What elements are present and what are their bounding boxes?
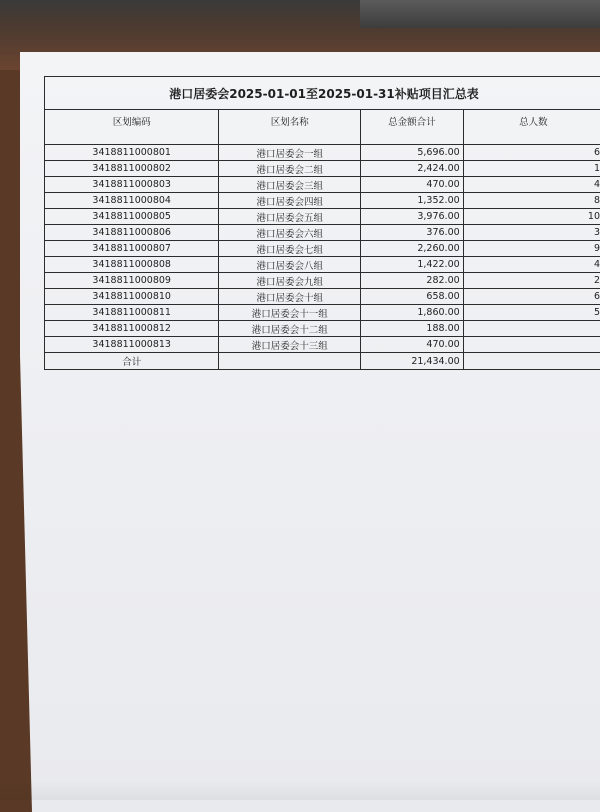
region-code-cell: 3418811000807 bbox=[45, 241, 219, 257]
amount-cell: 470.00 bbox=[361, 177, 464, 193]
count-cell: 6 bbox=[463, 145, 600, 161]
table-row bbox=[45, 321, 600, 337]
region-code-cell: 3418811000810 bbox=[45, 289, 219, 305]
table-row bbox=[45, 209, 600, 225]
amount-cell: 282.00 bbox=[361, 273, 464, 289]
region-name-cell: 港口居委会十三组 bbox=[219, 337, 361, 353]
amount-cell: 2,260.00 bbox=[361, 241, 464, 257]
table-row bbox=[45, 193, 600, 209]
count-cell: 1 bbox=[463, 161, 600, 177]
table-row bbox=[45, 337, 600, 353]
table-row bbox=[45, 241, 600, 257]
region-code-cell: 3418811000812 bbox=[45, 321, 219, 337]
region-code-cell: 3418811000801 bbox=[45, 145, 219, 161]
table-row bbox=[45, 161, 600, 177]
region-code-cell: 3418811000806 bbox=[45, 225, 219, 241]
header-row bbox=[45, 110, 600, 145]
amount-cell: 1,422.00 bbox=[361, 257, 464, 273]
region-name-cell: 港口居委会七组 bbox=[219, 241, 361, 257]
amount-cell: 1,860.00 bbox=[361, 305, 464, 321]
table-title: 港口居委会2025-01-01至2025-01-31补贴项目汇总表 bbox=[45, 77, 600, 110]
total-row bbox=[45, 353, 600, 370]
subsidy-summary-table bbox=[44, 76, 600, 370]
paper-shadow bbox=[0, 780, 600, 800]
header-region-name: 区划名称 bbox=[219, 110, 361, 145]
table-row bbox=[45, 273, 600, 289]
table-body bbox=[45, 145, 600, 353]
amount-cell: 1,352.00 bbox=[361, 193, 464, 209]
summary-document bbox=[44, 76, 600, 396]
table-row bbox=[45, 305, 600, 321]
total-count-cell bbox=[463, 353, 600, 370]
amount-cell: 470.00 bbox=[361, 337, 464, 353]
region-name-cell: 港口居委会二组 bbox=[219, 161, 361, 177]
region-code-cell: 3418811000805 bbox=[45, 209, 219, 225]
count-cell: 2 bbox=[463, 273, 600, 289]
count-cell bbox=[463, 337, 600, 353]
count-cell: 4 bbox=[463, 257, 600, 273]
region-name-cell: 港口居委会十二组 bbox=[219, 321, 361, 337]
region-code-cell: 3418811000809 bbox=[45, 273, 219, 289]
table-row bbox=[45, 257, 600, 273]
total-label: 合计 bbox=[45, 353, 219, 370]
total-amount: 21,434.00 bbox=[361, 353, 464, 370]
region-code-cell: 3418811000811 bbox=[45, 305, 219, 321]
count-cell: 9 bbox=[463, 241, 600, 257]
header-total-amount: 总金额合计 bbox=[361, 110, 464, 145]
amount-cell: 658.00 bbox=[361, 289, 464, 305]
count-cell: 5 bbox=[463, 305, 600, 321]
region-name-cell: 港口居委会十组 bbox=[219, 289, 361, 305]
count-cell: 10 bbox=[463, 209, 600, 225]
region-name-cell: 港口居委会九组 bbox=[219, 273, 361, 289]
region-name-cell: 港口居委会一组 bbox=[219, 145, 361, 161]
amount-cell: 188.00 bbox=[361, 321, 464, 337]
table-row bbox=[45, 145, 600, 161]
amount-cell: 5,696.00 bbox=[361, 145, 464, 161]
header-total-count: 总人数 bbox=[463, 110, 600, 145]
region-name-cell: 港口居委会八组 bbox=[219, 257, 361, 273]
count-cell: 6 bbox=[463, 289, 600, 305]
region-name-cell: 港口居委会三组 bbox=[219, 177, 361, 193]
count-cell: 4 bbox=[463, 177, 600, 193]
table-row bbox=[45, 289, 600, 305]
amount-cell: 2,424.00 bbox=[361, 161, 464, 177]
amount-cell: 376.00 bbox=[361, 225, 464, 241]
desk-edge bbox=[360, 0, 600, 28]
total-name-cell bbox=[219, 353, 361, 370]
header-region-code: 区划编码 bbox=[45, 110, 219, 145]
region-code-cell: 3418811000813 bbox=[45, 337, 219, 353]
region-code-cell: 3418811000803 bbox=[45, 177, 219, 193]
amount-cell: 3,976.00 bbox=[361, 209, 464, 225]
region-name-cell: 港口居委会十一组 bbox=[219, 305, 361, 321]
table-row bbox=[45, 177, 600, 193]
count-cell bbox=[463, 321, 600, 337]
region-name-cell: 港口居委会五组 bbox=[219, 209, 361, 225]
region-code-cell: 3418811000804 bbox=[45, 193, 219, 209]
region-name-cell: 港口居委会六组 bbox=[219, 225, 361, 241]
region-name-cell: 港口居委会四组 bbox=[219, 193, 361, 209]
count-cell: 3 bbox=[463, 225, 600, 241]
table-row bbox=[45, 225, 600, 241]
region-code-cell: 3418811000802 bbox=[45, 161, 219, 177]
count-cell: 8 bbox=[463, 193, 600, 209]
region-code-cell: 3418811000808 bbox=[45, 257, 219, 273]
